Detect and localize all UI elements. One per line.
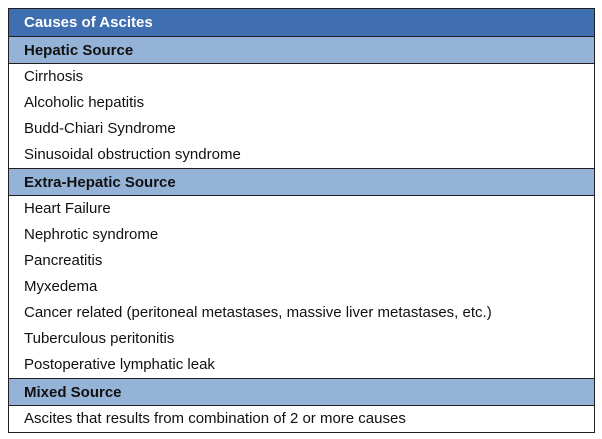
list-item: Cancer related (peritoneal metastases, massive liver metastases, etc.) <box>9 300 594 326</box>
list-item: Myxedema <box>9 274 594 300</box>
list-item: Tuberculous peritonitis <box>9 326 594 352</box>
table-title: Causes of Ascites <box>9 9 594 37</box>
list-item: Ascites that results from combination of 2 or more causes <box>9 406 594 432</box>
list-item: Cirrhosis <box>9 64 594 90</box>
list-item: Heart Failure <box>9 196 594 222</box>
list-item: Sinusoidal obstruction syndrome <box>9 142 594 168</box>
section-heading-mixed: Mixed Source <box>9 379 594 406</box>
section-heading-hepatic: Hepatic Source <box>9 37 594 64</box>
section-items-extra-hepatic <box>9 196 594 379</box>
ascites-causes-table <box>8 8 595 433</box>
list-item: Postoperative lymphatic leak <box>9 352 594 378</box>
section-items-mixed <box>9 406 594 432</box>
list-item: Pancreatitis <box>9 248 594 274</box>
list-item: Nephrotic syndrome <box>9 222 594 248</box>
section-items-hepatic <box>9 64 594 169</box>
list-item: Alcoholic hepatitis <box>9 90 594 116</box>
list-item: Budd-Chiari Syndrome <box>9 116 594 142</box>
section-heading-extra-hepatic: Extra-Hepatic Source <box>9 169 594 196</box>
